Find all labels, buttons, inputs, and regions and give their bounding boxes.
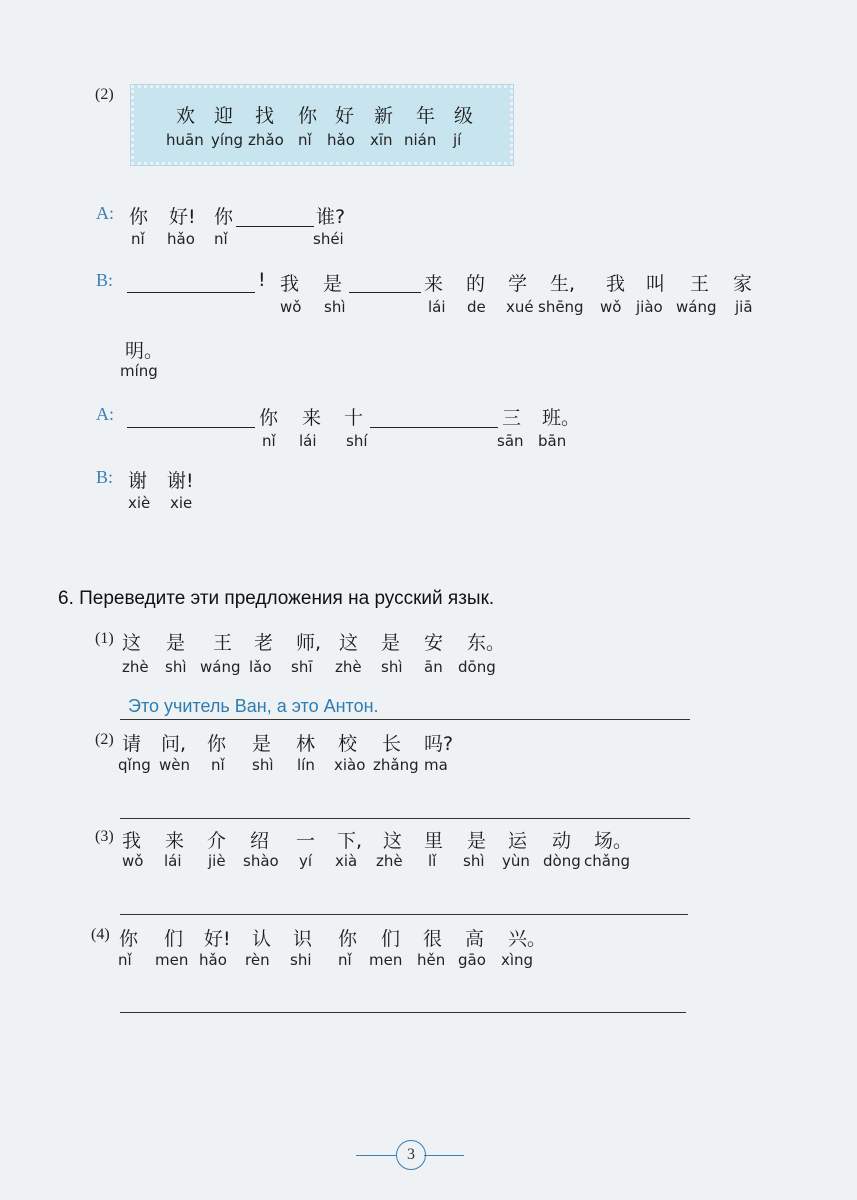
hanzi: 运	[508, 830, 528, 852]
hanzi: 我	[606, 273, 626, 295]
hanzi: 绍	[250, 830, 270, 852]
vocab-pinyin: nián	[404, 131, 437, 149]
pinyin: shì	[252, 756, 274, 774]
speaker-label: A:	[96, 203, 114, 223]
hanzi: 你	[214, 206, 234, 228]
hanzi: 我	[280, 273, 300, 295]
hanzi: 师,	[296, 632, 322, 654]
vocab-hanzi: 找	[255, 105, 275, 127]
vocab-pinyin: jí	[453, 131, 462, 149]
pinyin: wǒ	[600, 298, 622, 316]
hanzi: !	[258, 269, 266, 291]
pinyin: hǎo	[167, 230, 195, 248]
vocab-hanzi: 级	[454, 105, 474, 127]
pinyin: nǐ	[338, 951, 352, 969]
pinyin: hǎo	[199, 951, 227, 969]
pinyin: lǎo	[249, 658, 272, 676]
item-number: (1)	[95, 630, 114, 647]
hanzi: 是	[166, 632, 186, 654]
pinyin: lǐ	[428, 852, 437, 870]
hanzi: 班。	[542, 407, 581, 429]
hanzi: 来	[165, 830, 185, 852]
pinyin: wáng	[200, 658, 241, 676]
hanzi: 叫	[646, 273, 666, 295]
pinyin: de	[467, 298, 486, 316]
hanzi: 家	[733, 273, 753, 295]
answer-text: Это учитель Ван, а это Антон.	[128, 696, 379, 716]
pinyin: wǒ	[122, 852, 144, 870]
hanzi: 是	[381, 632, 401, 654]
hanzi: 问,	[161, 733, 187, 755]
pinyin: wèn	[159, 756, 191, 774]
hanzi: 老	[254, 632, 274, 654]
pinyin: xué	[506, 298, 534, 316]
hanzi: 认	[252, 928, 272, 950]
vocab-pinyin: zhǎo	[248, 131, 284, 149]
pinyin: nǐ	[131, 230, 145, 248]
fill-blank[interactable]	[236, 226, 314, 227]
pinyin: yí	[299, 852, 313, 870]
vocab-hanzi: 欢	[176, 105, 196, 127]
pinyin: lái	[164, 852, 182, 870]
hanzi: 谁?	[316, 206, 346, 228]
pinyin: shì	[463, 852, 485, 870]
pinyin: xie	[170, 494, 193, 512]
fill-blank[interactable]	[127, 427, 255, 428]
hanzi: 你	[119, 928, 139, 950]
pinyin: yùn	[502, 852, 530, 870]
pinyin: nǐ	[118, 951, 132, 969]
vocab-hanzi: 年	[416, 105, 436, 127]
hanzi: 很	[423, 928, 443, 950]
exercise-6-title: 6. Переведите эти предложения на русский язык.	[58, 588, 495, 609]
vocab-hanzi: 迎	[214, 105, 234, 127]
pinyin: xià	[335, 852, 358, 870]
hanzi: 这	[122, 632, 142, 654]
item-number: (2)	[95, 731, 114, 748]
pinyin: shī	[291, 658, 313, 676]
pinyin: nǐ	[211, 756, 225, 774]
pinyin: sān	[497, 432, 524, 450]
hanzi: 是	[467, 830, 487, 852]
fill-blank[interactable]	[370, 427, 498, 428]
hanzi: 来	[424, 273, 444, 295]
hanzi: 好!	[169, 206, 196, 228]
pinyin: zhè	[122, 658, 149, 676]
page-number-rule-left	[356, 1155, 396, 1156]
hanzi: 兴。	[508, 928, 547, 950]
hanzi: 安	[424, 632, 444, 654]
pinyin: shào	[243, 852, 279, 870]
speaker-label: B:	[96, 270, 114, 290]
hanzi: 来	[302, 407, 322, 429]
hanzi: 生,	[550, 273, 576, 295]
vocab-pinyin: yíng	[211, 131, 244, 149]
pinyin: shí	[346, 432, 368, 450]
pinyin: gāo	[458, 951, 486, 969]
pinyin: shì	[165, 658, 187, 676]
answer-line[interactable]	[120, 1012, 686, 1013]
vocab-pinyin: hǎo	[327, 131, 355, 149]
hanzi: 谢!	[167, 470, 194, 492]
hanzi: 王	[690, 273, 710, 295]
pinyin: rèn	[245, 951, 270, 969]
pinyin: nǐ	[262, 432, 276, 450]
pinyin: hěn	[417, 951, 446, 969]
hanzi: 校	[338, 733, 358, 755]
hanzi: 的	[466, 273, 486, 295]
hanzi: 谢	[128, 470, 148, 492]
answer-line[interactable]	[120, 719, 690, 720]
vocab-pinyin: huān	[166, 131, 204, 149]
answer-line[interactable]	[120, 914, 688, 915]
hanzi: 好!	[204, 928, 231, 950]
hanzi: 三	[502, 407, 522, 429]
hanzi: 你	[129, 206, 149, 228]
pinyin: wǒ	[280, 298, 302, 316]
hanzi: 高	[465, 928, 485, 950]
pinyin: shéi	[313, 230, 344, 248]
hanzi: 十	[344, 407, 364, 429]
hanzi: 们	[164, 928, 184, 950]
hanzi: 介	[207, 830, 227, 852]
part-number: (2)	[95, 86, 114, 103]
hanzi: 我	[122, 830, 142, 852]
speaker-label: A:	[96, 404, 114, 424]
pinyin: lái	[299, 432, 317, 450]
item-number: (3)	[95, 828, 114, 845]
speaker-label: B:	[96, 467, 114, 487]
pinyin: men	[369, 951, 403, 969]
hanzi: 识	[293, 928, 313, 950]
hanzi: 下,	[337, 830, 363, 852]
pinyin: míng	[120, 362, 158, 380]
item-number: (4)	[91, 926, 110, 943]
hanzi: 是	[323, 273, 343, 295]
vocab-pinyin: xīn	[370, 131, 393, 149]
pinyin: wáng	[676, 298, 717, 316]
pinyin: jiā	[735, 298, 753, 316]
vocab-pinyin: nǐ	[298, 131, 312, 149]
page-number-rule-right	[424, 1155, 464, 1156]
pinyin: lín	[297, 756, 315, 774]
fill-blank[interactable]	[127, 292, 255, 293]
hanzi: 王	[213, 632, 233, 654]
page-number: 3	[396, 1140, 426, 1170]
pinyin: jiào	[636, 298, 663, 316]
pinyin: nǐ	[214, 230, 228, 248]
pinyin: jiè	[208, 852, 226, 870]
pinyin: bān	[538, 432, 567, 450]
hanzi: 里	[424, 830, 444, 852]
pinyin: dōng	[458, 658, 496, 676]
hanzi: 你	[338, 928, 358, 950]
hanzi: 吗?	[424, 733, 454, 755]
answer-line[interactable]	[120, 818, 690, 819]
vocabulary-box	[131, 85, 513, 165]
vocab-hanzi: 新	[374, 105, 394, 127]
vocab-hanzi: 好	[335, 105, 355, 127]
hanzi: 明。	[125, 340, 164, 362]
pinyin: zhǎng	[373, 756, 419, 774]
pinyin: shì	[324, 298, 346, 316]
pinyin: zhè	[376, 852, 403, 870]
pinyin: lái	[428, 298, 446, 316]
hanzi: 场。	[594, 830, 633, 852]
hanzi: 东。	[467, 632, 506, 654]
pinyin: xiè	[128, 494, 151, 512]
hanzi: 你	[207, 733, 227, 755]
hanzi: 林	[296, 733, 316, 755]
vocab-hanzi: 你	[298, 105, 318, 127]
pinyin: zhè	[335, 658, 362, 676]
hanzi: 请	[122, 733, 142, 755]
hanzi: 是	[252, 733, 272, 755]
pinyin: ān	[424, 658, 443, 676]
hanzi: 们	[381, 928, 401, 950]
hanzi: 这	[339, 632, 359, 654]
hanzi: 长	[382, 733, 402, 755]
hanzi: 动	[552, 830, 572, 852]
hanzi: 一	[296, 830, 316, 852]
pinyin: shi	[290, 951, 312, 969]
pinyin: qǐng	[118, 756, 151, 774]
pinyin: shì	[381, 658, 403, 676]
pinyin: chǎng	[584, 852, 630, 870]
hanzi: 你	[259, 407, 279, 429]
pinyin: dòng	[543, 852, 581, 870]
fill-blank[interactable]	[349, 292, 421, 293]
pinyin: shēng	[538, 298, 584, 316]
pinyin: men	[155, 951, 189, 969]
hanzi: 这	[383, 830, 403, 852]
pinyin: xiào	[334, 756, 366, 774]
pinyin: xìng	[501, 951, 534, 969]
hanzi: 学	[508, 273, 528, 295]
pinyin: ma	[424, 756, 448, 774]
